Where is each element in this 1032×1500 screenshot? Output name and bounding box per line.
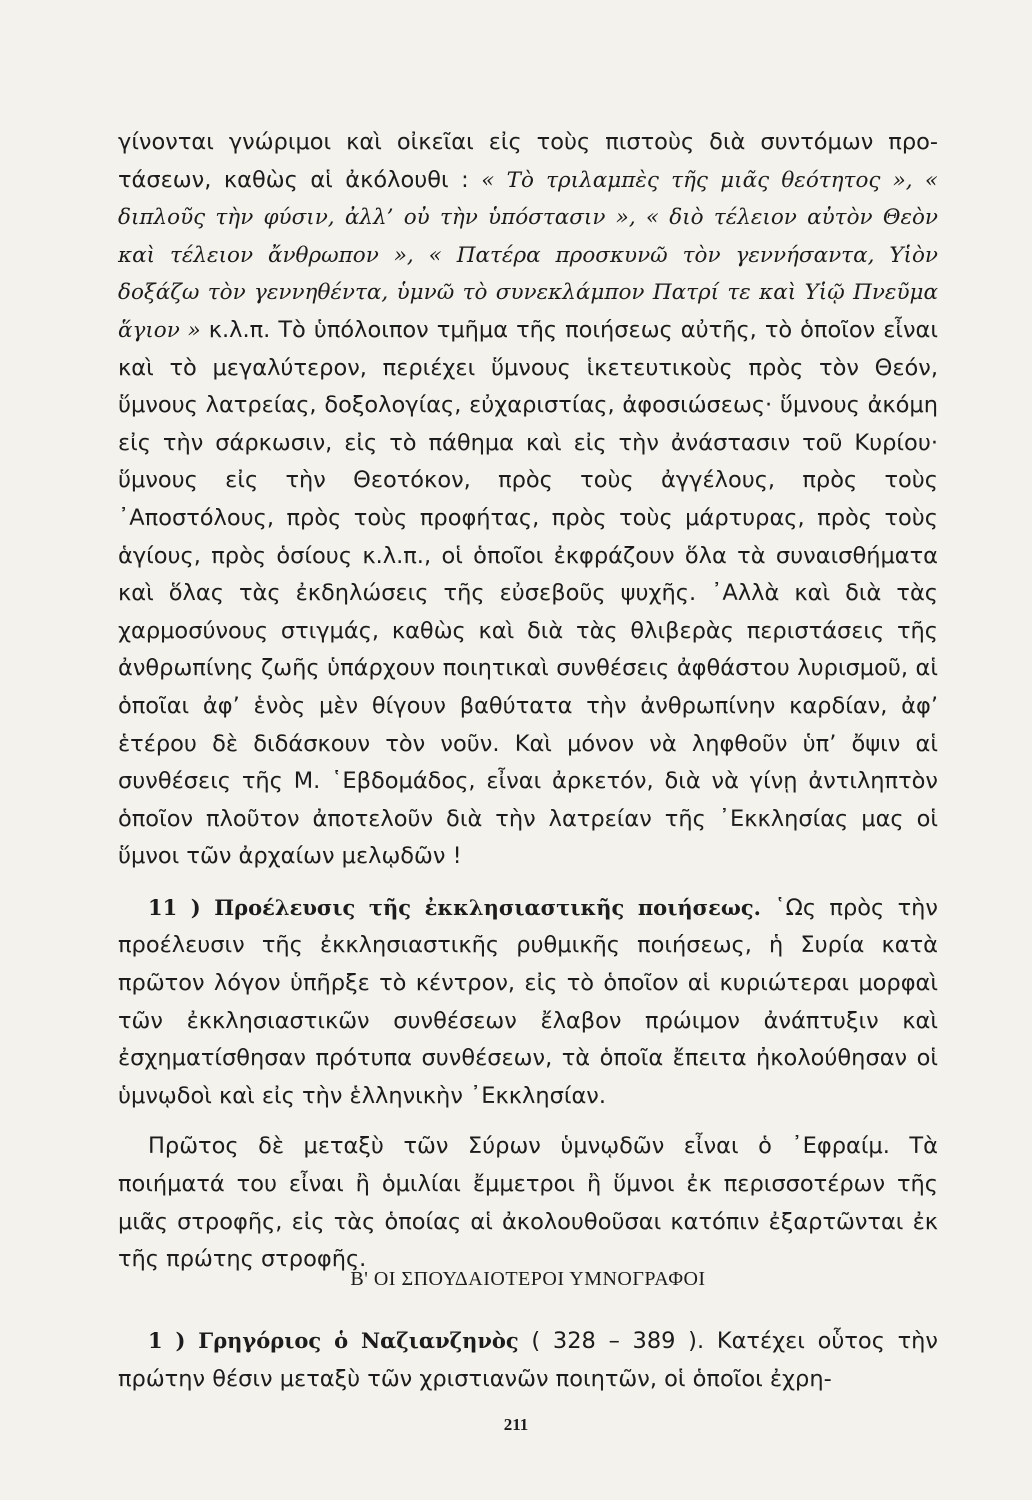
paragraph-text: κ.λ.π. Τὸ ὑπόλοιπον τμῆμα τῆς ποιήσεως αὐτῆς, τὸ ὁποῖον εἶναι καὶ τὸ μεγαλύτερον, περιέχει ὕμνους ἱκετευτικοὺς πρὸς τὸν Θεόν, ὕμνους λατρείας, δοξολογίας, εὐχαριστίας, ἀφοσιώσεως· ὕμνους ἀκόμη εἰς τὴν σάρκωσιν, εἰς τὸ πάθημα καὶ εἰς τὴν ἀνάστασιν τοῦ Κυρίου· ὕμνους εἰς τὴν Θεοτόκον, πρὸς τοὺς ἀγγέλους, πρὸς τοὺς ᾿Αποστόλους, πρὸς τοὺς προφήτας, πρὸς τοὺς μάρτυρας, πρὸς τοὺς ἁγίους, πρὸς ὁσίους κ.λ.π., οἱ ὁποῖοι ἐκφράζουν ὅλα τὰ συναισθήματα καὶ ὅλας τὰς ἐκδηλώσεις τῆς εὐσεβοῦς ψυχῆς. ᾿Αλλὰ καὶ διὰ τὰς χαρμοσύνους στιγμάς, καθὼς καὶ διὰ τὰς θλιβερὰς περιστάσεις τῆς ἀνθρωπίνης ζωῆς ὑπάρχουν ποιητικαὶ συνθέσεις ἀφθάστου λυρισμοῦ, αἱ ὁποῖαι ἀφ’ ἑνὸς μὲν θίγουν βαθύτατα τὴν ἀνθρωπίνην καρδίαν, ἀφ’ ἑτέρου δὲ διδάσκουν τὸν νοῦν. Καὶ μόνον νὰ ληφθοῦν ὑπ’ ὄψιν αἱ συνθέσεις τῆς Μ. ῾Εβδομάδος, εἶναι ἀρκετόν, διὰ νὰ γίνῃ ἀντιληπτὸν ὁποῖον πλοῦτον ἀποτελοῦν διὰ τὴν λατρείαν τῆς ᾿Εκκλησίας μας οἱ ὕμνοι τῶν ἀρχαίων μελῳδῶν ! <box>118 316 939 870</box>
paragraph-gregory <box>118 1322 938 1398</box>
page-number: 211 <box>503 1415 529 1434</box>
dates: ( 328 – 389 ). <box>518 1328 705 1354</box>
subsection-heading: 1 ) Γρηγόριος ὁ Ναζιανζηνὸς <box>148 1328 519 1353</box>
body-text <box>118 124 938 1279</box>
section-heading: Β' ΟΙ ΣΠΟΥΔΑΙΟΤΕΡΟΙ ΥΜΝΟΓΡΑΦΟΙ <box>350 1268 706 1290</box>
subsection-heading: 11 ) Προέλευσις τῆς ἐκκλησιαστικῆς ποιήσεως. <box>148 894 761 920</box>
paragraph-text: Κατέχει οὗτος τὴν πρώτην θέσιν μεταξὺ τῶν χριστιανῶν ποιητῶν, οἱ ὁποῖοι ἐχρη- <box>118 1328 938 1392</box>
quoted-hymn-phrases: « Τὸ τριλαμπὲς τῆς μιᾶς θεότητος », « διπλοῦς τὴν φύσιν, ἀλλ’ οὐ τὴν ὑπόστασιν », « διὸ τέλειον αὐτὸν Θεὸν καὶ τέλειον ἄνθρωπον », « Πατέρα προσκυνῶ τὸν γεννήσαντα, Υἱὸν δοξάζω τὸν γεννηθέντα, ὑμνῶ τὸ συνεκλάμπον Πατρί τε καὶ Υἱῷ Πνεῦμα ἅγιον » <box>118 167 938 343</box>
paragraph-ephraim: Πρῶτος δὲ μεταξὺ τῶν Σύρων ὑμνῳδῶν εἶναι ὁ ᾿Εφραίμ. Τὰ ποιήματά του εἶναι ἢ ὁμιλίαι ἔμμετροι ἢ ὕμνοι ἐκ περισσοτέρων τῆς μιᾶς στροφῆς, εἰς τὰς ὁποίας αἱ ἀκολουθοῦσαι κατόπιν ἐξαρτῶνται ἐκ τῆς πρώτης στροφῆς. <box>118 1133 938 1273</box>
paragraph-origin <box>118 889 938 1116</box>
paragraph-text: ῾Ως πρὸς τὴν προέλευσιν τῆς ἐκκλησιαστικῆς ρυθμικῆς ποιήσεως, ἡ Συρία κατὰ πρῶτον λόγον ὑπῆρξε τὸ κέντρον, εἰς τὸ ὁποῖον αἱ κυριώτεραι μορφαὶ τῶν ἐκκλησιαστικῶν συνθέσεων ἔλαβον πρώιμον ἀνάπτυξιν καὶ ἐσχηματίσθησαν πρότυπα συνθέσεων, τὰ ὁποῖα ἔπειτα ἠκολούθησαν οἱ ὑμνῳδοὶ καὶ εἰς τὴν ἑλληνικὴν ᾿Εκκλησίαν. <box>118 894 938 1109</box>
paragraph-text: γίνονται γνώριμοι καὶ οἰκεῖαι εἰς τοὺς πιστοὺς διὰ συντόμων προτάσεων, καθὼς αἱ ἀκόλουθι : <box>118 129 938 193</box>
body-text-continued <box>118 1322 938 1398</box>
paragraph-hymn-content <box>118 124 938 876</box>
